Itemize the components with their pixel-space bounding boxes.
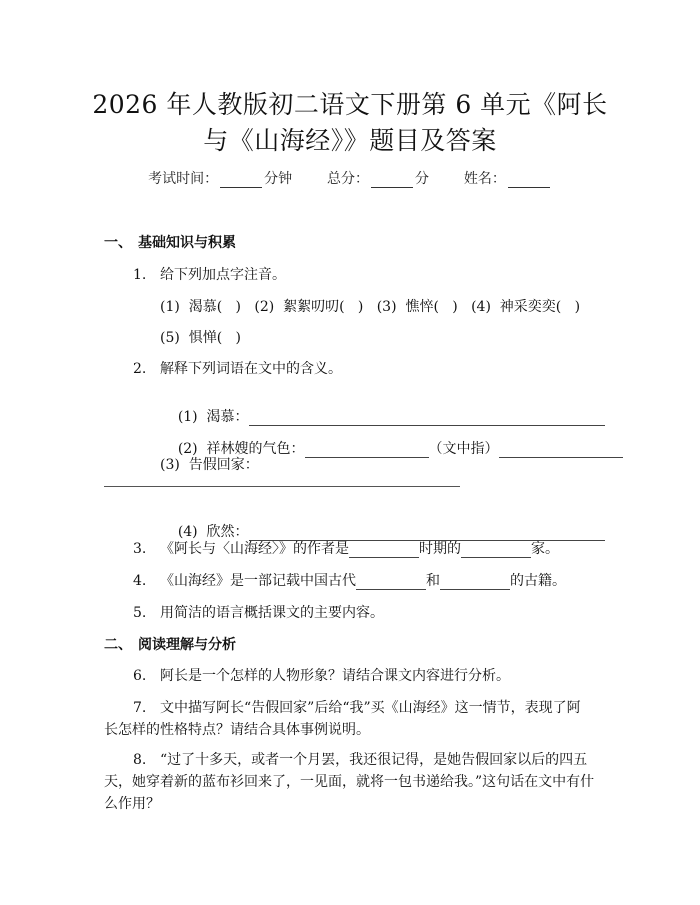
score-label: 总分： (327, 171, 369, 187)
q1-items-row2: (5) 惧惮( ) (160, 330, 242, 346)
answer-blank[interactable] (349, 543, 419, 558)
answer-blank[interactable] (499, 443, 623, 458)
question-text: 《山海经》是一部记载中国古代 (160, 573, 356, 589)
section-heading-2 (104, 634, 236, 654)
time-label: 考试时间： (148, 171, 219, 187)
q1-items-row1: (1) 渴慕( ) (2) 絮絮叨叨( ) (3) 憔悴( ) (4) 神采奕奕( ) (160, 299, 581, 315)
question-8-line3: 么作用？ (104, 796, 160, 812)
section-title: 基础知识与积累 (138, 235, 236, 251)
answer-blank[interactable] (305, 443, 429, 458)
question-number: 1. (133, 267, 147, 283)
question-number: 4. (133, 573, 147, 589)
name-blank[interactable] (508, 173, 550, 188)
question-number: 5. (133, 605, 147, 621)
answer-blank[interactable] (461, 543, 531, 558)
question-text: 解释下列词语在文中的含义。 (160, 361, 342, 377)
section-number: 一、 (104, 235, 132, 251)
sub-label: (1) 渴慕： (177, 409, 249, 425)
question-number: 2. (133, 361, 147, 377)
question-3 (133, 538, 559, 558)
time-blank[interactable] (220, 173, 262, 188)
question-5 (133, 602, 384, 622)
time-unit: 分钟 (264, 171, 293, 187)
question-text: 时期的 (419, 541, 461, 557)
answer-blank[interactable] (356, 575, 426, 590)
exam-info (0, 168, 700, 188)
question-number: 8. (133, 752, 147, 768)
question-8-line2: 天，她穿着新的蓝布衫回来了，一见面，就将一包书递给我。”这句话在文中有什 (104, 774, 595, 790)
page-title-line2: 与《山海经》》题目及答案 (203, 126, 497, 155)
score-blank[interactable] (371, 173, 413, 188)
question-number: 3. (133, 541, 147, 557)
question-text: 阿长是一个怎样的人物形象？请结合课文内容进行分析。 (160, 668, 510, 684)
score-unit: 分 (415, 171, 429, 187)
question-text: 《阿长与〈山海经〉》的作者是 (160, 541, 349, 557)
answer-line[interactable] (104, 486, 460, 487)
question-number: 7. (133, 700, 147, 716)
question-number: 6. (133, 668, 147, 684)
question-7-line1 (133, 697, 581, 717)
name-label: 姓名： (463, 171, 506, 187)
question-4 (133, 570, 566, 590)
section-heading-1 (104, 232, 236, 252)
q2-sub-3: (3) 告假回家： (160, 457, 259, 473)
question-text: 家。 (531, 541, 559, 557)
sub-label-note: （文中指） (428, 441, 499, 457)
sub-label: (4) 欣然： (177, 524, 249, 540)
sub-label: (2) 祥林嫂的气色： (177, 441, 305, 457)
answer-blank[interactable] (440, 575, 510, 590)
question-text: 用简洁的语言概括课文的主要内容。 (160, 605, 384, 621)
question-6 (133, 665, 510, 685)
question-1 (133, 264, 286, 284)
section-number: 二、 (104, 637, 132, 653)
question-2 (133, 358, 342, 378)
section-title: 阅读理解与分析 (138, 637, 236, 653)
page-title-line1: 2026 年人教版初二语文下册第 6 单元《阿长 (92, 90, 608, 119)
question-text: “过了十多天，或者一个月罢，我还很记得，是她告假回家以后的四五 (160, 752, 588, 768)
question-8-line1 (133, 749, 587, 769)
question-7-line2: 长怎样的性格特点？请结合具体事例说明。 (104, 722, 370, 738)
question-text: 给下列加点字注音。 (160, 267, 286, 283)
question-text: 的古籍。 (510, 573, 566, 589)
question-text: 文中描写阿长“告假回家”后给“我”买《山海经》这一情节，表现了阿 (160, 700, 581, 716)
question-text: 和 (426, 573, 440, 589)
